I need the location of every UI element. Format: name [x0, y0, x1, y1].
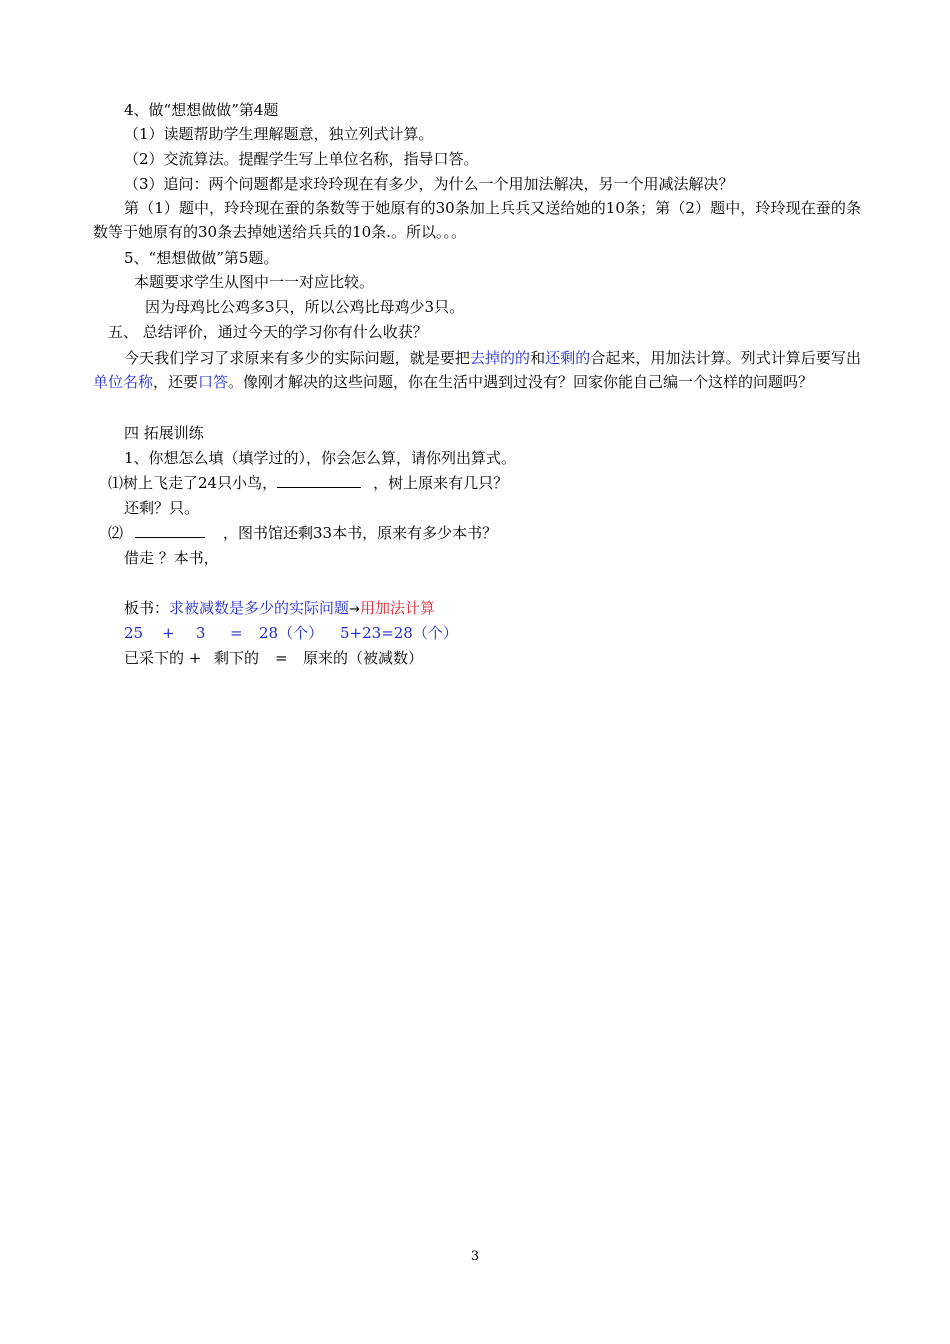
board-heading: [124, 596, 435, 620]
page-number: 3: [470, 1249, 480, 1264]
question-1-blank[interactable]: [277, 471, 361, 488]
question-2-blank[interactable]: [135, 521, 205, 538]
equation-equals: =: [230, 624, 243, 642]
board-topic: 求被减数是多少的实际问题: [169, 599, 350, 617]
question-1-hint: 还剩？只。: [124, 499, 200, 517]
section5-title: 五、 总结评价，通过今天的学习你有什么收获？: [108, 323, 428, 341]
item5-title: 5、“想想做做”第5题。: [124, 249, 279, 267]
board-method: 用加法计算: [359, 599, 435, 617]
item4-step2: （2）交流算法。提醒学生写上单位名称，指导口答。: [124, 150, 479, 168]
item5-line1: 本题要求学生从图中一一对应比较。: [134, 273, 375, 291]
item4-step3: （3）追问：两个问题都是求玲玲现在有多少，为什么一个用加法解决，另一个用减法解决？: [124, 175, 734, 193]
summary-text-5: 。像刚才解决的这些问题，你在生活中遇到过没有？回家你能自己编一个这样的问题吗？: [228, 373, 814, 391]
extension-intro: 1、你想怎么填（填学过的），你会怎么算，请你列出算式。: [124, 449, 517, 467]
summary-highlight-unit: 单位名称: [93, 373, 154, 391]
word-picked: 已采下的 +: [124, 649, 202, 667]
word-remaining: 剩下的: [214, 649, 260, 667]
summary-highlight-removed: 去掉的的: [469, 349, 531, 367]
equation-addend-2: 3: [196, 624, 206, 642]
question-1-suffix: ，树上原来有几只？: [373, 474, 509, 492]
item4-title: 4、做“想想做做”第4题: [124, 101, 279, 119]
question-1: [108, 471, 508, 495]
equation-plus: +: [162, 624, 175, 642]
board-label: 板书：: [124, 599, 170, 617]
summary-text-1: 今天我们学习了求原来有多少的实际问题，就是要把: [124, 349, 470, 367]
equation-result: 28（个）: [259, 624, 324, 642]
item4-explanation: 第（1）题中，玲玲现在蚕的条数等于她原有的30条加上兵兵又送给她的10条；第（2）题中，玲玲现在蚕的条数等于她原有的30条去掉她送给兵兵的10条.。所以。。。: [93, 199, 861, 241]
summary-highlight-remaining: 还剩的: [545, 349, 591, 367]
question-2-hint: 借走 ？本书，: [124, 549, 219, 567]
summary-text-2: 和: [530, 349, 546, 367]
question-2: [108, 521, 497, 545]
right-arrow-icon: →: [349, 602, 360, 617]
word-equals: =: [275, 649, 288, 667]
summary-text-3: 合起来，用加法计算。列式计算后要写出: [590, 349, 861, 367]
summary-highlight-oral: 口答: [198, 373, 229, 391]
question-1-prefix: ⑴树上飞走了24只小鸟，: [108, 474, 278, 492]
section4-title: 四 拓展训练: [124, 424, 204, 442]
summary-paragraph: [93, 346, 861, 394]
summary-text-4: ，还要: [153, 373, 199, 391]
word-original: 原来的（被减数）: [303, 649, 424, 667]
question-2-prefix: ⑵: [108, 524, 124, 542]
item4-step1: （1）读题帮助学生理解题意，独立列式计算。: [124, 125, 434, 143]
equation-addend-1: 25: [124, 624, 144, 642]
question-2-suffix: ，图书馆还剩33本书，原来有多少本书？: [223, 524, 498, 542]
item5-line2: 因为母鸡比公鸡多3只，所以公鸡比母鸡少3只。: [145, 298, 465, 316]
equation-alternate: 5+23=28（个）: [340, 624, 458, 642]
